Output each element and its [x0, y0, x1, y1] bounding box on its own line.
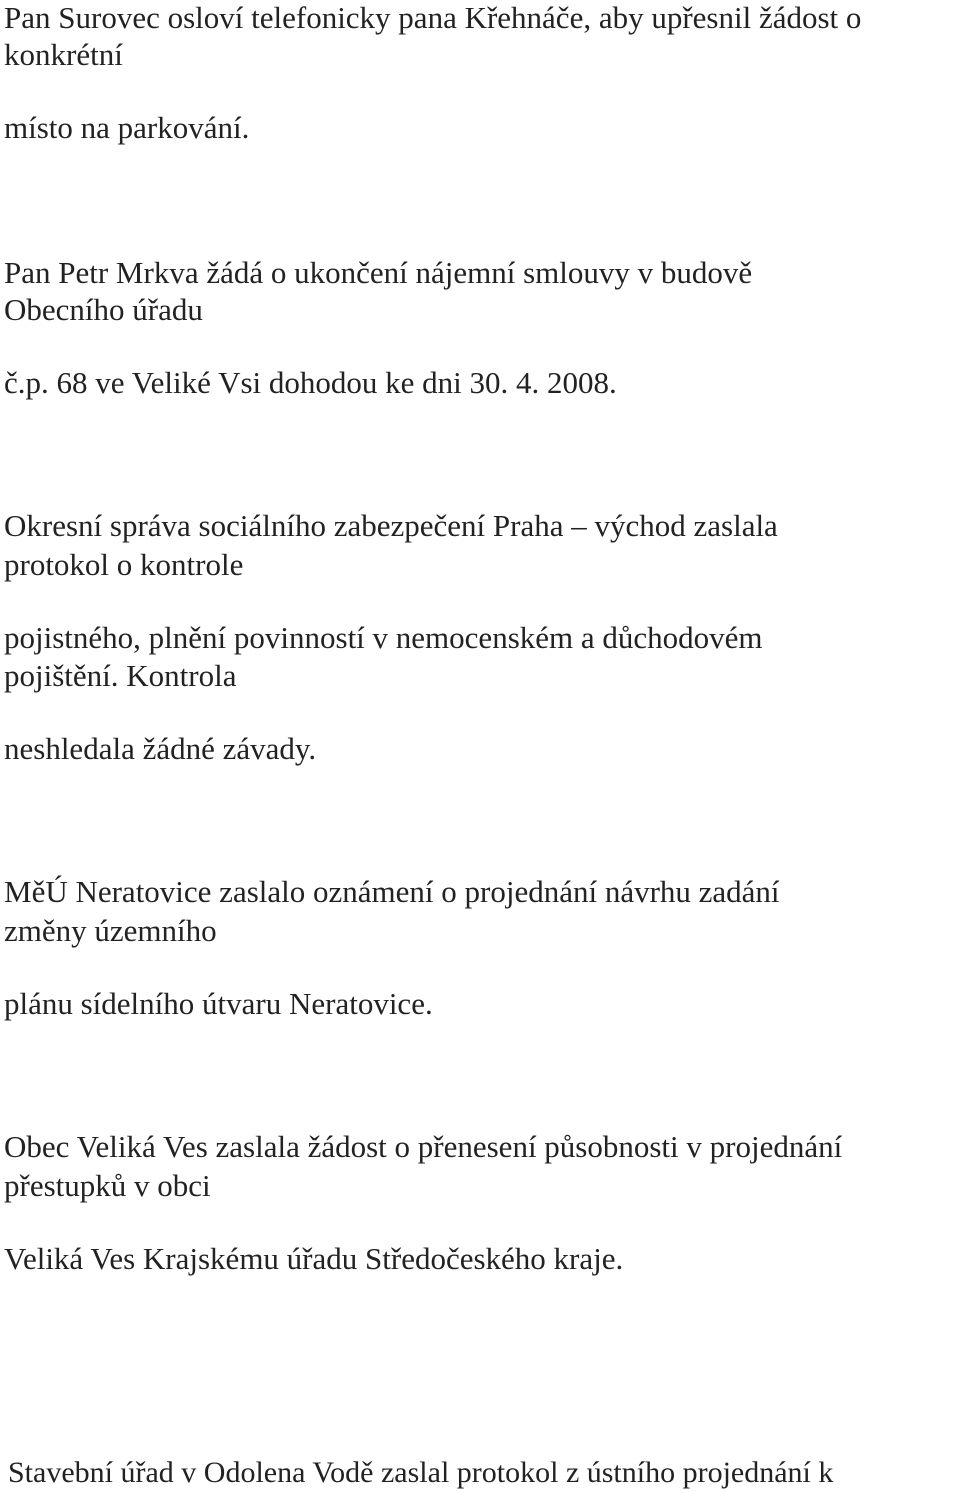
paragraph-3-line-5: neshledala žádné závady. [4, 731, 317, 766]
paragraph-3-line-4: pojištění. Kontrola [4, 658, 237, 693]
paragraph-3-line-2: protokol o kontrole [4, 547, 244, 582]
paragraph-4-line-1: MěÚ Neratovice zaslalo oznámení o projednání návrhu zadání [4, 874, 780, 909]
paragraph-4-line-2: změny územního [4, 913, 217, 948]
paragraph-3-line-1: Okresní správa sociálního zabezpečení Praha – východ zaslala [4, 508, 778, 543]
paragraph-6-line-1: Stavební úřad v Odolena Vodě zaslal protokol z ústního projednání k [8, 1456, 834, 1489]
paragraph-2-line-3: č.p. 68 ve Veliké Vsi dohodou ke dni 30. 4. 2008. [4, 365, 617, 400]
paragraph-4-line-3: plánu sídelního útvaru Neratovice. [4, 986, 433, 1021]
paragraph-5-line-1: Obec Veliká Ves zaslala žádost o přenesení působnosti v projednání [4, 1129, 843, 1164]
paragraph-2-line-1: Pan Petr Mrkva žádá o ukončení nájemní smlouvy v budově [4, 255, 753, 290]
paragraph-1-line-1: Pan Surovec osloví telefonicky pana Křehnáče, aby upřesnil žádost o [4, 0, 862, 35]
paragraph-3-line-3: pojistného, plnění povinností v nemocenském a důchodovém [4, 620, 763, 655]
paragraph-2-line-2: Obecního úřadu [4, 292, 203, 327]
paragraph-5-line-3: Veliká Ves Krajskému úřadu Středočeského kraje. [4, 1241, 624, 1276]
paragraph-5-line-2: přestupků v obci [4, 1168, 211, 1203]
paragraph-1-line-2: konkrétní [4, 37, 123, 72]
paragraph-1-line-3: místo na parkování. [4, 110, 250, 145]
